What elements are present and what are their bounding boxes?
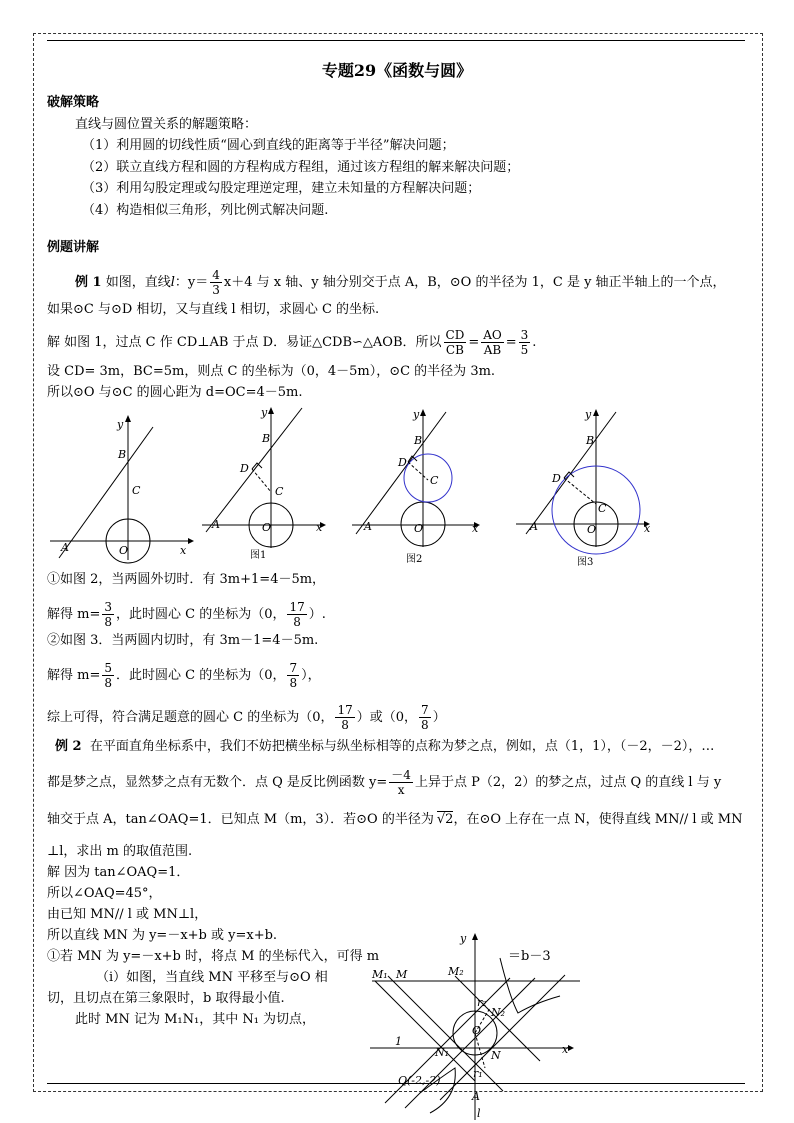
fraction: $\frac{CD}{CB}$ [445, 328, 465, 357]
label-y: y [117, 418, 124, 431]
ex1-line2: 如果⊙C 与⊙D 相切，又与直线 l 相切，求圆心 C 的坐标. [47, 302, 380, 317]
svg-text:A: A [212, 518, 220, 531]
strategy-heading: 破解策略 [47, 95, 100, 110]
page-title: 专题29《函数与圆》 [321, 61, 473, 80]
ex1-case1-line2: 解得 m= $\frac{3}{8}$ ，此时圆心 C 的坐标为（0， $\frac{17}{8}$ ）. [47, 600, 326, 629]
ex1-case2-line2: 解得 m= $\frac{5}{8}$ ．此时圆心 C 的坐标为（0， $\frac{7}{8}$ ）， [47, 661, 321, 690]
svg-text:O: O [472, 1024, 482, 1037]
svg-text:C: C [598, 502, 607, 515]
ex2-solution-4: 所以直线 MN 为 y=－x+b 或 y=x+b. [47, 928, 278, 943]
svg-text:N₁: N₁ [435, 1046, 450, 1059]
ex1-case1-line1: ①如图 2，当两圆外切时．有 3m+1=4－5m， [47, 572, 326, 587]
ex2-solution-1: 解 因为 tan∠OAQ=1． [47, 865, 190, 880]
ex1-solution-line3: 所以⊙O 与⊙C 的圆心距为 d=OC=4－5m. [47, 385, 303, 400]
svg-text:C: C [430, 474, 439, 487]
fraction: $\frac{AO}{AB}$ [483, 328, 502, 357]
ex2-solution-5: ①若 MN 为 y=－x+b 时，将点 M 的坐标代入，可得 m [47, 949, 380, 964]
strategy-intro: 直线与圆位置关系的解题策略： [75, 117, 258, 132]
svg-text:O: O [262, 521, 272, 534]
svg-text:y: y [261, 406, 268, 419]
ex2-line1: 例 2 在平面直角坐标系中，我们不妨把横坐标与纵坐标相等的点称为梦之点，例如，点（1，1），（－2，－2），… [55, 739, 715, 754]
svg-text:B: B [262, 432, 271, 445]
label-O: O [119, 544, 129, 557]
ex1-summary: 综上可得，符合满足题意的圆心 C 的坐标为（0， $\frac{17}{8}$ ）或（0， $\frac{7}{8}$ ） [47, 703, 446, 732]
svg-text:C: C [275, 485, 284, 498]
svg-text:r₂: r₂ [477, 996, 487, 1009]
svg-text:x: x [644, 522, 651, 535]
ex1-figure-3 [512, 402, 660, 570]
svg-text:D: D [552, 472, 561, 485]
svg-text:O: O [414, 522, 424, 535]
caption-fig2: 图2 [406, 554, 423, 565]
ex2-line3: 轴交于点 A，tan∠OAQ=1．已知点 M（m，3）．若⊙O 的半径为 √2，在⊙O 上存在一点 N，使得直线 MN// l 或 MN [47, 812, 743, 827]
label-B: B [118, 448, 127, 461]
ex1-figure-a [45, 410, 195, 565]
svg-text:M₂: M₂ [448, 965, 464, 978]
svg-text:D: D [398, 456, 407, 469]
svg-text:M₁: M₁ [372, 968, 388, 981]
label-A: A [61, 541, 69, 554]
svg-text:r₁: r₁ [473, 1067, 483, 1080]
svg-text:x: x [562, 1043, 569, 1056]
svg-text:y: y [413, 408, 420, 421]
svg-text:A: A [364, 520, 372, 533]
ex2-figure [360, 928, 600, 1120]
svg-text:N: N [491, 1049, 501, 1062]
header-rule [47, 40, 745, 41]
ex1-figure-1 [198, 400, 338, 565]
svg-text:A: A [472, 1090, 480, 1103]
strategy-item: （3）利用勾股定理或勾股定理逆定理，建立未知量的方程解决问题； [82, 181, 481, 196]
fraction: $\frac{3}{5}$ [520, 328, 529, 357]
strategy-item: （2）联立直线方程和圆的方程构成方程组，通过该方程组的解来解决问题； [82, 160, 520, 175]
strategy-item: （4）构造相似三角形，列比例式解决问题. [82, 203, 329, 218]
ex2-solution-3: 由已知 MN// l 或 MN⊥l， [47, 907, 208, 922]
ex2-solution-8: 此时 MN 记为 M₁N₁，其中 N₁ 为切点， [75, 1012, 316, 1027]
ex1-label: 例 1 [75, 275, 102, 290]
svg-text:Q(-2,-2): Q(-2,-2) [398, 1074, 441, 1087]
ex2-line2: 都是梦之点，显然梦之点有无数个．点 Q 是反比例函数 y= $\frac{-4}{x}$ 上异于点 P（2，2）的梦之点，过点 Q 的直线 l 与 y [47, 768, 722, 797]
label-C: C [132, 484, 141, 497]
svg-text:x: x [472, 522, 479, 535]
ex1-solution-line1: 解 如图 1，过点 C 作 CD⊥AB 于点 D．易证△CDB∽△AOB．所以 $\frac{CD}{CB}$ = $\frac{AO}{AB}$ = $\frac{3}{5}$ . [47, 328, 537, 357]
examples-heading: 例题讲解 [47, 240, 100, 255]
fraction: $\frac{4}{3}$ [212, 268, 220, 297]
svg-text:B: B [586, 434, 595, 447]
ex1-line1: 例 1 如图，直线l：y＝ $\frac{4}{3}$ x＋4 与 x 轴、y 轴分别交于点 A，B，⊙O 的半径为 1，C 是 y 轴正半轴上的一个点， [75, 268, 726, 297]
ex2-solution-6: （i）如图，当直线 MN 平移至与⊙O 相 [96, 970, 328, 985]
svg-text:B: B [414, 434, 423, 447]
ex1-case2-line1: ②如图 3．当两圆内切时，有 3m－1=4－5m. [47, 633, 319, 648]
ex2-solution-7: 切，且切点在第三象限时，b 取得最小值. [47, 991, 285, 1006]
svg-text:y: y [585, 408, 592, 421]
ex1-solution-line2: 设 CD= 3m，BC=5m，则点 C 的坐标为（0，4－5m），⊙C 的半径为 3m. [47, 364, 496, 379]
svg-text:x: x [316, 521, 323, 534]
caption-fig3: 图3 [577, 557, 594, 568]
svg-text:O: O [587, 523, 597, 536]
svg-text:D: D [240, 462, 249, 475]
svg-text:A: A [530, 520, 538, 533]
svg-text:y: y [460, 932, 467, 945]
svg-text:M: M [396, 968, 408, 981]
svg-text:1: 1 [395, 1035, 402, 1048]
svg-text:N₂: N₂ [491, 1006, 506, 1019]
ex2-line4: ⊥l，求出 m 的取值范围. [47, 844, 193, 859]
ex1-figure-2 [348, 402, 488, 570]
ex2-label: 例 2 [55, 739, 82, 754]
caption-fig1: 图1 [250, 550, 267, 561]
strategy-item: （1）利用圆的切线性质“圆心到直线的距离等于半径”解决问题； [82, 138, 455, 153]
label-x: x [180, 544, 187, 557]
ex2-solution-2: 所以∠OAQ=45°， [47, 886, 162, 901]
ex2-solution-5b: ＝b－3 [508, 949, 551, 964]
svg-text:l: l [477, 1107, 481, 1120]
